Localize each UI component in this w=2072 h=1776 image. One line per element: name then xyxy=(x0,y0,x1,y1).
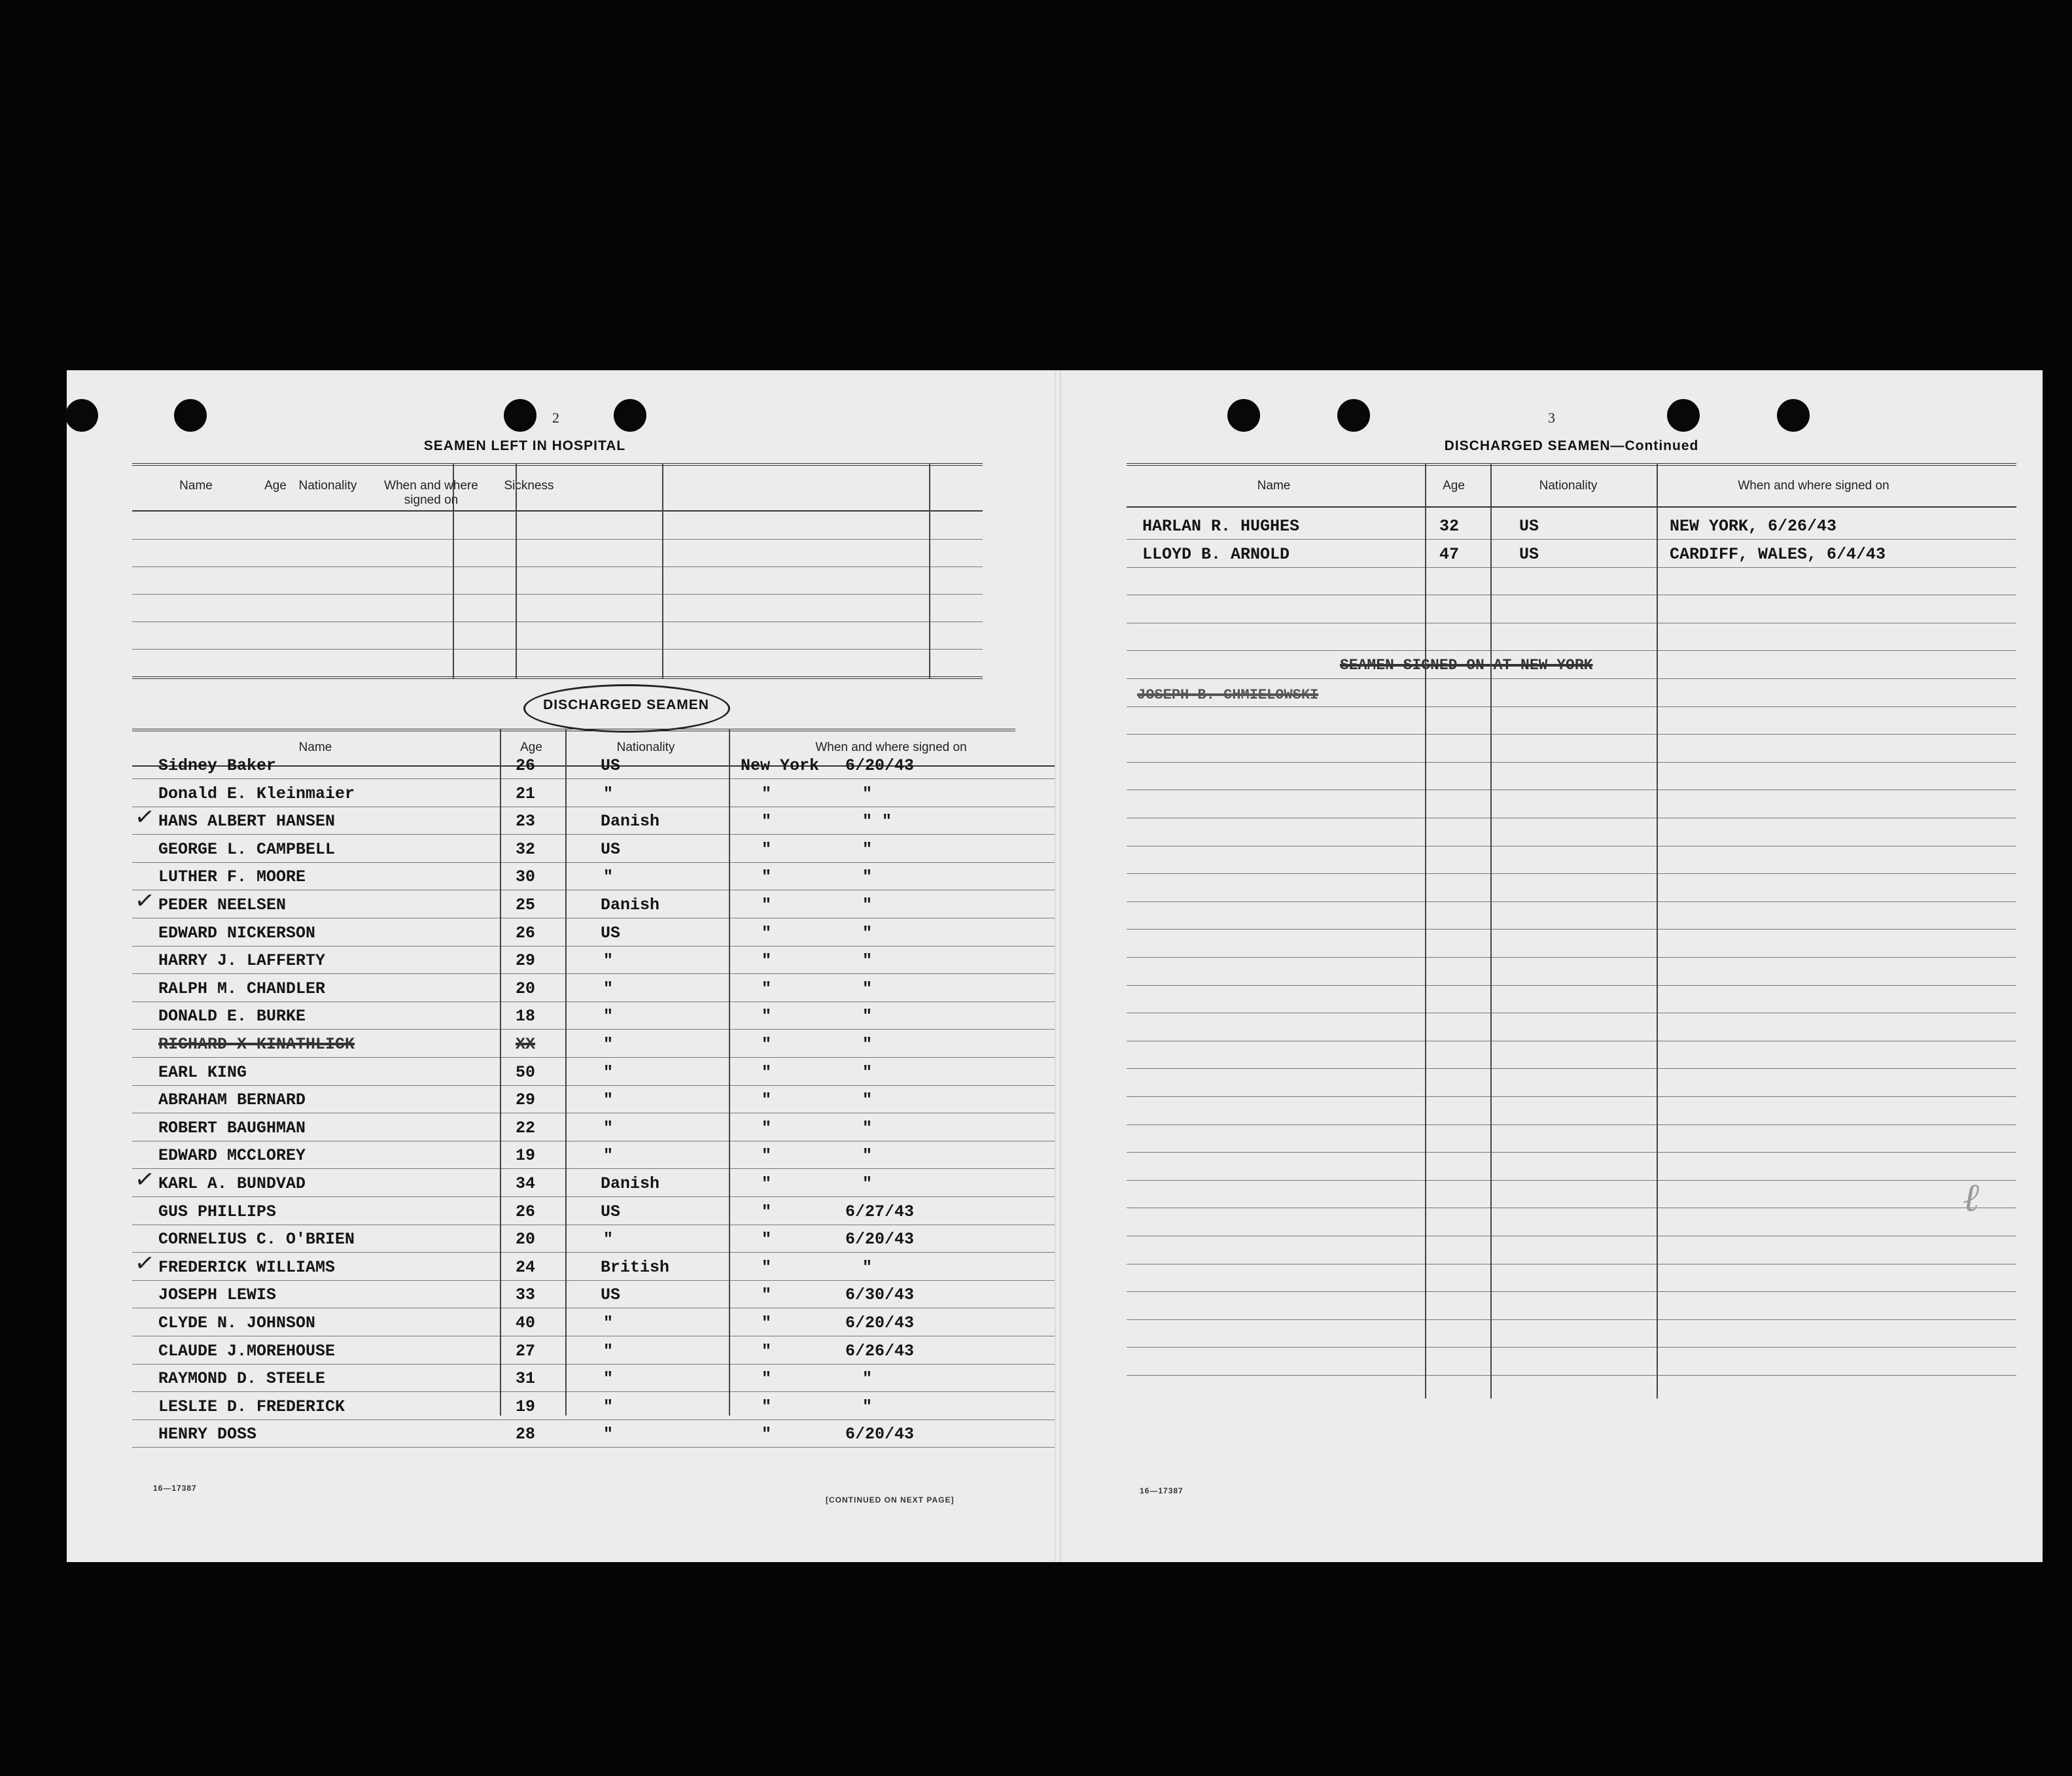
signed-on-date: 6/20/43 xyxy=(845,1230,915,1249)
seaman-name: ROBERT BAUGHMAN xyxy=(158,1119,306,1138)
rule xyxy=(1127,957,2016,958)
signed-on-date: " xyxy=(862,979,873,998)
signed-on-date: " xyxy=(862,1146,873,1165)
column-rule xyxy=(500,729,501,1416)
document-sheet xyxy=(67,370,2043,1562)
signed-on-place: " xyxy=(762,1146,772,1165)
seaman-nationality: " xyxy=(603,1230,614,1249)
signed-on-date: " xyxy=(862,840,873,859)
rule xyxy=(132,463,983,466)
rule xyxy=(132,729,1015,731)
signed-on-date: " xyxy=(862,1119,873,1138)
col-header-age: Age xyxy=(1443,479,1465,493)
col-header-signed-on: When and where signed on xyxy=(1738,479,1889,493)
seaman-name: HANS ALBERT HANSEN xyxy=(158,812,336,831)
seaman-nationality: US xyxy=(1519,545,1539,564)
rule xyxy=(132,1001,1055,1002)
rule xyxy=(132,594,983,595)
seaman-age: 24 xyxy=(516,1258,536,1277)
rule xyxy=(132,778,1055,779)
seaman-name: KARL A. BUNDVAD xyxy=(158,1174,306,1193)
punch-hole xyxy=(1667,399,1700,432)
column-rule xyxy=(929,463,930,679)
rule xyxy=(132,1252,1055,1253)
rule xyxy=(1127,506,2016,508)
seaman-nationality: " xyxy=(603,1342,614,1361)
seaman-name: RALPH M. CHANDLER xyxy=(158,979,326,998)
check-mark: ✓ xyxy=(133,1249,156,1278)
col-header-nationality: Nationality xyxy=(298,479,357,493)
seaman-name: DONALD E. BURKE xyxy=(158,1007,306,1026)
signed-on-place: " xyxy=(762,1174,772,1193)
page-number: 2 xyxy=(552,409,559,426)
seaman-age: 26 xyxy=(516,1202,536,1221)
page-number: 3 xyxy=(1548,409,1555,426)
column-rule xyxy=(516,463,517,679)
struck-name: JOSEPH B. CHMIELOWSKI xyxy=(1137,687,1319,703)
seaman-name: RAYMOND D. STEELE xyxy=(158,1369,326,1388)
col-header-name: Name xyxy=(1257,479,1291,493)
punch-hole xyxy=(504,399,536,432)
seaman-age: 50 xyxy=(516,1063,536,1082)
signed-on-date: " xyxy=(862,924,873,943)
seaman-age: 32 xyxy=(1439,517,1460,536)
col-header-nationality: Nationality xyxy=(1539,479,1598,493)
seaman-nationality: " xyxy=(603,1119,614,1138)
signed-on-place: " xyxy=(762,1397,772,1416)
seaman-name: RICHARD X KINATHLICK xyxy=(158,1035,355,1054)
seaman-nationality: " xyxy=(603,1090,614,1109)
seaman-nationality: " xyxy=(603,951,614,970)
rule xyxy=(1127,567,2016,568)
section-title-continued: DISCHARGED SEAMEN—Continued xyxy=(1444,438,1699,453)
seaman-nationality: US xyxy=(601,924,621,943)
seaman-age: 20 xyxy=(516,1230,536,1249)
punch-hole xyxy=(174,399,207,432)
col-header-age: Age xyxy=(264,479,287,493)
signed-on-place: " xyxy=(762,896,772,914)
seaman-nationality: US xyxy=(1519,517,1539,536)
hospital-section-title: SEAMEN LEFT IN HOSPITAL xyxy=(423,438,626,453)
rule xyxy=(1127,1096,2016,1097)
rule xyxy=(1127,1068,2016,1069)
seaman-name: LUTHER F. MOORE xyxy=(158,867,306,886)
column-rule xyxy=(453,463,454,679)
seaman-age: 32 xyxy=(516,840,536,859)
signed-on-place: " xyxy=(762,951,772,970)
signed-on-place: " xyxy=(762,1007,772,1026)
column-rule xyxy=(1490,463,1492,1399)
rule xyxy=(132,1085,1055,1086)
signed-on-date: 6/20/43 xyxy=(845,1425,915,1444)
rule xyxy=(132,862,1055,863)
seaman-name: GEORGE L. CAMPBELL xyxy=(158,840,336,859)
signed-on: CARDIFF, WALES, 6/4/43 xyxy=(1670,545,1886,564)
rule xyxy=(1127,1319,2016,1320)
signed-on-place: " xyxy=(762,1342,772,1361)
signed-on-date: " xyxy=(862,1369,873,1388)
seaman-name: CORNELIUS C. O'BRIEN xyxy=(158,1230,355,1249)
rule xyxy=(132,1280,1055,1281)
seaman-age: 20 xyxy=(516,979,536,998)
seaman-nationality: US xyxy=(601,756,621,775)
signed-on: NEW YORK, 6/26/43 xyxy=(1670,517,1837,536)
seaman-nationality: " xyxy=(603,1146,614,1165)
seaman-name: PEDER NEELSEN xyxy=(158,896,287,914)
rule xyxy=(1127,463,2016,466)
rule xyxy=(132,1168,1055,1169)
seaman-name: CLAUDE J.MOREHOUSE xyxy=(158,1342,336,1361)
rule xyxy=(1127,678,2016,679)
seaman-age: 31 xyxy=(516,1369,536,1388)
seaman-age: 19 xyxy=(516,1146,536,1165)
rule xyxy=(1127,1375,2016,1376)
seaman-name: Donald E. Kleinmaier xyxy=(158,784,355,803)
signed-on-place: " xyxy=(762,840,772,859)
seaman-age: 25 xyxy=(516,896,536,914)
rule xyxy=(132,946,1055,947)
signed-on-place: " xyxy=(762,1258,772,1277)
seaman-name: CLYDE N. JOHNSON xyxy=(158,1314,316,1332)
rule xyxy=(1127,1152,2016,1153)
signed-on-place: " xyxy=(762,1230,772,1249)
column-rule xyxy=(565,729,567,1416)
signed-on-date: " xyxy=(862,867,873,886)
seaman-nationality: " xyxy=(603,1314,614,1332)
seaman-nationality: " xyxy=(603,784,614,803)
seaman-nationality: " xyxy=(603,1007,614,1026)
col-header-name: Name xyxy=(298,740,332,754)
seaman-nationality: Danish xyxy=(601,812,660,831)
signed-on-date: " xyxy=(862,1397,873,1416)
rule xyxy=(132,973,1055,974)
discharged-section-title: DISCHARGED SEAMEN xyxy=(543,697,709,712)
rule xyxy=(132,1447,1055,1448)
rule xyxy=(132,676,983,679)
rule xyxy=(132,1196,1055,1197)
signed-on-date: " xyxy=(862,1007,873,1026)
punch-hole xyxy=(614,399,646,432)
seaman-nationality: " xyxy=(603,1369,614,1388)
seaman-age: 29 xyxy=(516,1090,536,1109)
seaman-age: 40 xyxy=(516,1314,536,1332)
seaman-name: HARLAN R. HUGHES xyxy=(1142,517,1300,536)
signed-on-place: " xyxy=(762,812,772,831)
form-number: 16—17387 xyxy=(153,1484,197,1493)
seaman-name: LLOYD B. ARNOLD xyxy=(1142,545,1290,564)
seaman-nationality: " xyxy=(603,1397,614,1416)
signed-on-place: New York xyxy=(741,756,820,775)
seaman-age: 26 xyxy=(516,924,536,943)
signed-on-place: " xyxy=(762,979,772,998)
seaman-name: Sidney Baker xyxy=(158,756,277,775)
seaman-nationality: " xyxy=(603,1035,614,1054)
check-mark: ✓ xyxy=(133,1165,156,1194)
signed-on-place: " xyxy=(762,924,772,943)
rule xyxy=(1127,539,2016,540)
seaman-age: 19 xyxy=(516,1397,536,1416)
seaman-nationality: US xyxy=(601,1285,621,1304)
rule xyxy=(132,566,983,567)
signed-on-place: " xyxy=(762,1425,772,1444)
seaman-age: 34 xyxy=(516,1174,536,1193)
seaman-name: EDWARD NICKERSON xyxy=(158,924,316,943)
signed-on-date: 6/27/43 xyxy=(845,1202,915,1221)
signed-on-date: " xyxy=(862,1063,873,1082)
signed-on-place: " xyxy=(762,1035,772,1054)
seaman-nationality: Danish xyxy=(601,1174,660,1193)
signed-on-date: " xyxy=(862,896,873,914)
seaman-age: 30 xyxy=(516,867,536,886)
seaman-nationality: British xyxy=(601,1258,670,1277)
signed-on-place: " xyxy=(762,1285,772,1304)
signed-on-place: " xyxy=(762,1314,772,1332)
signed-on-place: " xyxy=(762,1202,772,1221)
signed-on-date: " " xyxy=(862,812,892,831)
col-header-age: Age xyxy=(520,740,542,754)
rule xyxy=(1127,762,2016,763)
seaman-nationality: " xyxy=(603,867,614,886)
check-mark: ✓ xyxy=(133,886,156,916)
seaman-nationality: US xyxy=(601,1202,621,1221)
signed-on-date: " xyxy=(862,1258,873,1277)
column-rule xyxy=(1657,463,1658,1399)
rule xyxy=(1127,929,2016,930)
rule xyxy=(132,1364,1055,1365)
seaman-age: 29 xyxy=(516,951,536,970)
seaman-age: XX xyxy=(516,1035,536,1054)
rule xyxy=(132,510,983,512)
rule xyxy=(132,1029,1055,1030)
signed-on-date: 6/20/43 xyxy=(845,756,915,775)
right-page xyxy=(1061,370,2043,1562)
signed-on-date: " xyxy=(862,1035,873,1054)
signed-on-place: " xyxy=(762,1369,772,1388)
signed-on-place: " xyxy=(762,1119,772,1138)
rule xyxy=(1127,873,2016,874)
check-mark: ✓ xyxy=(133,803,156,832)
seaman-name: HARRY J. LAFFERTY xyxy=(158,951,326,970)
rule xyxy=(132,621,983,622)
col-header-name: Name xyxy=(179,479,213,493)
seaman-age: 18 xyxy=(516,1007,536,1026)
col-header-signed-on: When and where signed on xyxy=(384,479,478,507)
seaman-nationality: " xyxy=(603,1425,614,1444)
rule xyxy=(132,1057,1055,1058)
col-header-nationality: Nationality xyxy=(616,740,675,754)
punch-hole xyxy=(1777,399,1810,432)
seaman-nationality: " xyxy=(603,1063,614,1082)
seaman-name: EARL KING xyxy=(158,1063,247,1082)
seaman-name: JOSEPH LEWIS xyxy=(158,1285,277,1304)
left-page xyxy=(67,370,1055,1562)
signed-on-place: " xyxy=(762,1063,772,1082)
column-rule xyxy=(1425,463,1426,1399)
seaman-age: 21 xyxy=(516,784,536,803)
struck-heading: SEAMEN SIGNED ON AT NEW YORK xyxy=(1340,657,1593,674)
seaman-name: HENRY DOSS xyxy=(158,1425,257,1444)
form-number: 16—17387 xyxy=(1140,1486,1184,1495)
seaman-name: EDWARD MCCLOREY xyxy=(158,1146,306,1165)
seaman-age: 27 xyxy=(516,1342,536,1361)
signed-on-date: " xyxy=(862,951,873,970)
rule xyxy=(132,539,983,540)
signed-on-date: 6/30/43 xyxy=(845,1285,915,1304)
col-header-signed-on: When and where signed on xyxy=(815,740,967,754)
rule xyxy=(132,834,1055,835)
col-header-sickness: Sickness xyxy=(504,479,554,493)
signed-on-date: 6/26/43 xyxy=(845,1342,915,1361)
rule xyxy=(1127,1180,2016,1181)
rule xyxy=(1127,706,2016,707)
seaman-age: 22 xyxy=(516,1119,536,1138)
rule xyxy=(1127,1291,2016,1292)
punch-hole xyxy=(65,399,98,432)
seaman-nationality: US xyxy=(601,840,621,859)
signed-on-date: " xyxy=(862,1174,873,1193)
rule xyxy=(132,1391,1055,1392)
seaman-age: 33 xyxy=(516,1285,536,1304)
seaman-name: GUS PHILLIPS xyxy=(158,1202,277,1221)
signed-on-date: " xyxy=(862,1090,873,1109)
continued-note: [CONTINUED ON NEXT PAGE] xyxy=(826,1495,955,1505)
page-fold xyxy=(1055,370,1061,1562)
seaman-name: ABRAHAM BERNARD xyxy=(158,1090,306,1109)
punch-hole xyxy=(1337,399,1370,432)
rule xyxy=(132,649,983,650)
seaman-age: 47 xyxy=(1439,545,1460,564)
signed-on-date: " xyxy=(862,784,873,803)
punch-hole xyxy=(1227,399,1260,432)
rule xyxy=(1127,901,2016,902)
seaman-age: 23 xyxy=(516,812,536,831)
rule xyxy=(1127,985,2016,986)
rule xyxy=(1127,650,2016,651)
seaman-nationality: Danish xyxy=(601,896,660,914)
rule xyxy=(1127,1347,2016,1348)
signed-on-place: " xyxy=(762,784,772,803)
signed-on-date: 6/20/43 xyxy=(845,1314,915,1332)
column-rule xyxy=(729,729,730,1416)
rule xyxy=(1127,734,2016,735)
rule xyxy=(132,1419,1055,1420)
seaman-age: 28 xyxy=(516,1425,536,1444)
seaman-name: FREDERICK WILLIAMS xyxy=(158,1258,336,1277)
signed-on-place: " xyxy=(762,867,772,886)
seaman-nationality: " xyxy=(603,979,614,998)
signed-on-place: " xyxy=(762,1090,772,1109)
pencil-mark: ℓ xyxy=(1963,1175,1979,1221)
rule xyxy=(1127,1124,2016,1125)
seaman-name: LESLIE D. FREDERICK xyxy=(158,1397,345,1416)
column-rule xyxy=(662,463,663,679)
seaman-age: 26 xyxy=(516,756,536,775)
